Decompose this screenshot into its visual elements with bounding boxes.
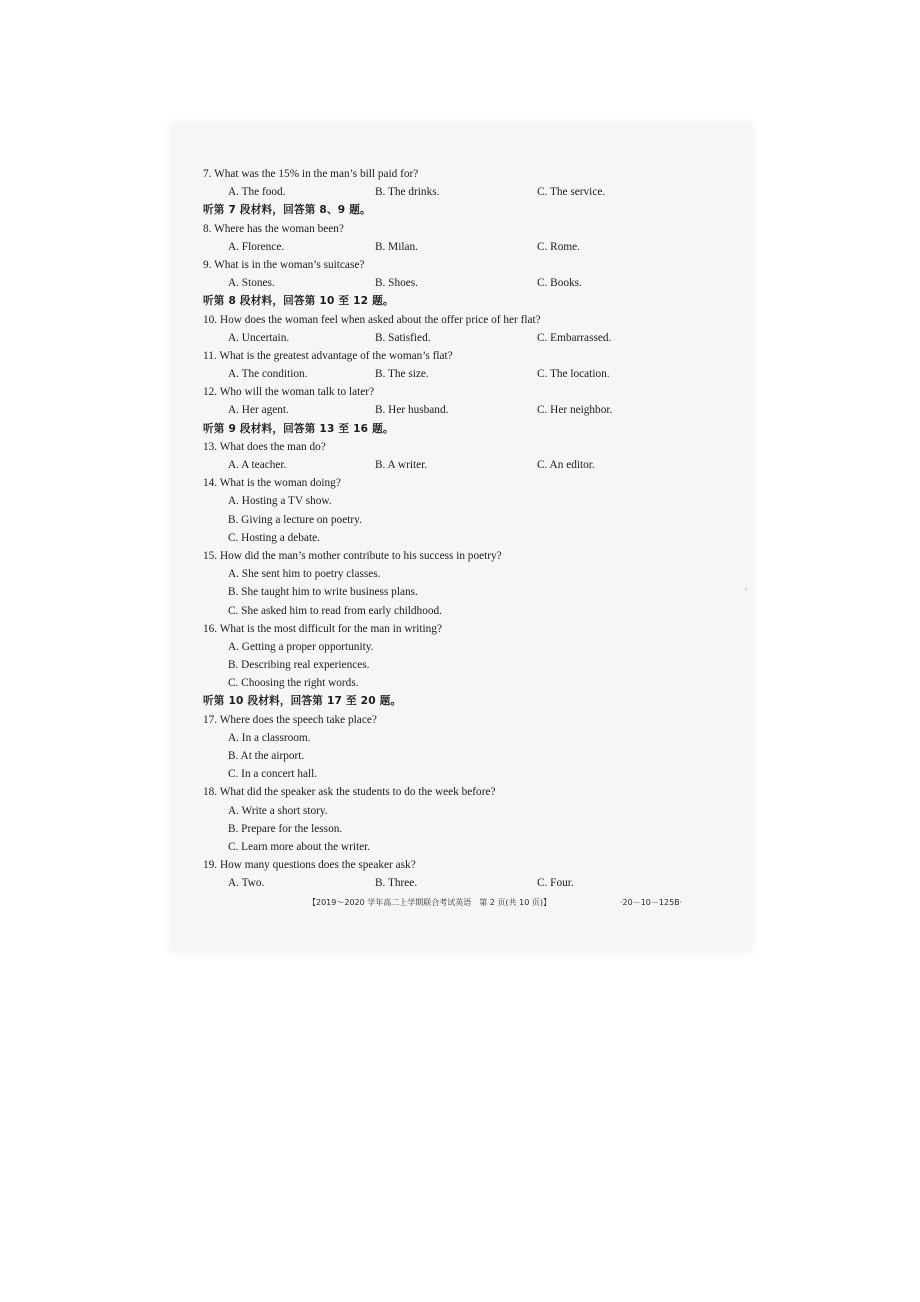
option-line: A. Getting a proper opportunity. bbox=[228, 640, 374, 653]
option-b: B. Shoes. bbox=[375, 277, 418, 290]
option-line: C. She asked him to read from early childhood. bbox=[228, 604, 442, 617]
option-a: A. Uncertain. bbox=[228, 331, 290, 344]
option-c: C. Books. bbox=[537, 277, 582, 290]
options-row bbox=[203, 365, 723, 383]
options-row bbox=[203, 874, 723, 892]
option-c: C. Her neighbor. bbox=[537, 404, 613, 417]
section-heading: 听第 9 段材料，回答第 13 至 16 题。 bbox=[203, 422, 394, 435]
option-a: A. The food. bbox=[228, 186, 286, 199]
option-a: A. Stones. bbox=[228, 277, 275, 290]
option-c: C. Rome. bbox=[537, 240, 580, 253]
option-line: A. She sent him to poetry classes. bbox=[228, 568, 381, 581]
question-text: 7. What was the 15% in the man’s bill paid for? bbox=[203, 168, 419, 180]
option-c: C. The location. bbox=[537, 368, 610, 381]
question-text: 9. What is in the woman’s suitcase? bbox=[203, 258, 365, 271]
option-c: C. An editor. bbox=[537, 459, 595, 471]
option-line: C. In a concert hall. bbox=[228, 768, 318, 781]
question-text: 15. How did the man’s mother contribute to his success in poetry? bbox=[203, 549, 502, 562]
question-text: 19. How many questions does the speaker ask? bbox=[203, 859, 416, 872]
question-text: 14. What is the woman doing? bbox=[203, 477, 341, 490]
option-line: A. Write a short story. bbox=[228, 804, 328, 817]
section-heading: 听第 10 段材料，回答第 17 至 20 题。 bbox=[203, 695, 402, 708]
option-a: A. Two. bbox=[228, 877, 265, 890]
option-line: B. Prepare for the lesson. bbox=[228, 822, 343, 835]
options-row bbox=[203, 238, 723, 256]
option-a: A. Her agent. bbox=[228, 404, 289, 417]
options-row bbox=[203, 329, 723, 347]
option-line: B. Giving a lecture on poetry. bbox=[228, 513, 362, 526]
listening-questions bbox=[203, 165, 723, 893]
question-text: 16. What is the most difficult for the man in writing? bbox=[203, 622, 442, 635]
question-text: 18. What did the speaker ask the students to do the week before? bbox=[203, 786, 496, 799]
option-line: A. Hosting a TV show. bbox=[228, 495, 332, 508]
option-line: C. Choosing the right words. bbox=[228, 677, 359, 690]
option-line: B. She taught him to write business plans. bbox=[228, 586, 418, 599]
option-b: B. Satisfied. bbox=[375, 331, 431, 344]
page-footer: 【2019～2020 学年高二上学期联合考试英语 第 2 页(共 10 页)】 bbox=[308, 898, 551, 907]
question-text: 11. What is the greatest advantage of the woman’s flat? bbox=[203, 349, 453, 362]
options-row bbox=[203, 183, 723, 201]
paper-code: ·20－10－125B· bbox=[620, 898, 683, 907]
option-a: A. A teacher. bbox=[228, 459, 287, 471]
option-b: B. Three. bbox=[375, 877, 418, 890]
option-a: A. The condition. bbox=[228, 368, 308, 381]
option-b: B. A writer. bbox=[375, 459, 428, 471]
option-line: B. At the airport. bbox=[228, 750, 305, 762]
option-c: C. The service. bbox=[537, 186, 606, 199]
option-a: A. Florence. bbox=[228, 240, 285, 253]
section-heading: 听第 8 段材料，回答第 10 至 12 题。 bbox=[203, 295, 394, 308]
option-line: A. In a classroom. bbox=[228, 731, 311, 744]
scan-speck bbox=[745, 588, 747, 590]
option-c: C. Four. bbox=[537, 877, 574, 890]
option-line: C. Hosting a debate. bbox=[228, 531, 320, 544]
option-b: B. Milan. bbox=[375, 240, 418, 253]
question-text: 8. Where has the woman been? bbox=[203, 222, 344, 235]
option-b: B. Her husband. bbox=[375, 404, 449, 417]
option-b: B. The size. bbox=[375, 368, 429, 381]
option-line: B. Describing real experiences. bbox=[228, 659, 370, 672]
option-c: C. Embarrassed. bbox=[537, 331, 612, 344]
option-line: C. Learn more about the writer. bbox=[228, 840, 371, 853]
section-heading: 听第 7 段材料，回答第 8、9 题。 bbox=[203, 204, 371, 217]
options-row bbox=[203, 456, 723, 474]
question-text: 10. How does the woman feel when asked about the offer price of her flat? bbox=[203, 313, 541, 326]
options-row bbox=[203, 274, 723, 292]
question-text: 13. What does the man do? bbox=[203, 440, 326, 453]
question-text: 12. Who will the woman talk to later? bbox=[203, 386, 375, 399]
option-b: B. The drinks. bbox=[375, 186, 440, 199]
options-row bbox=[203, 401, 723, 419]
question-text: 17. Where does the speech take place? bbox=[203, 713, 377, 726]
